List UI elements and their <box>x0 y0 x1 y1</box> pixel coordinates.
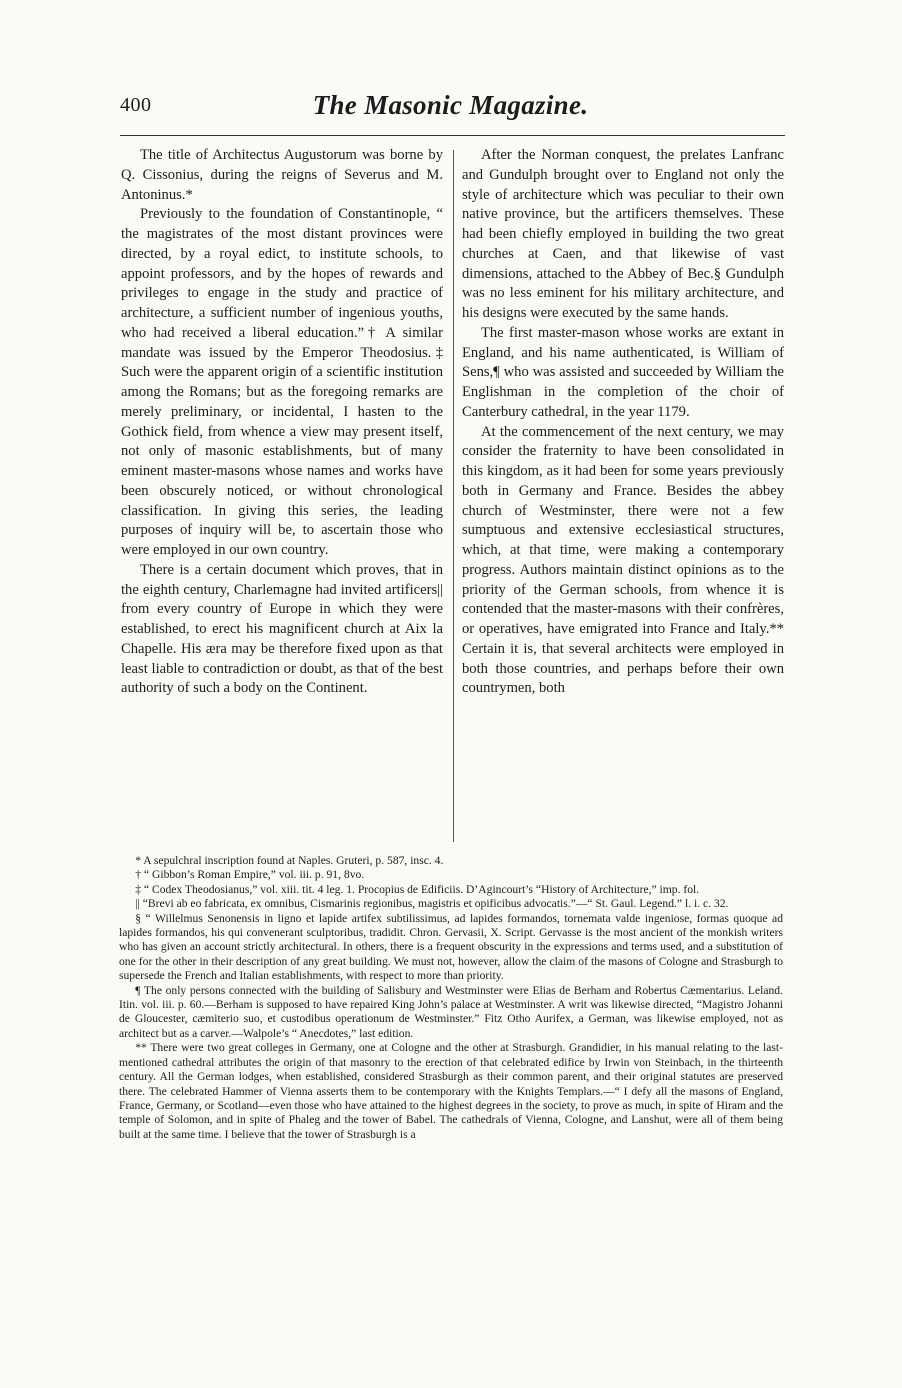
right-column <box>462 146 784 699</box>
page-header <box>118 90 783 130</box>
paragraph: The first master-mason whose works are extant in England, and his name authenticated, is William of Sens,¶ who was assisted and succeeded by William the Englishman in the completion of the choir of Canterbury cathedral, in the year 1179. <box>462 324 784 420</box>
footnote: § “ Willelmus Senonensis in ligno et lapide artifex subtilissimus, ad lapides formandos, tornemata valde ingeniose, formas quoque ad lapides formandos, his qui convenerant sculptoribus, tradidit. Chron. Gervasii, X. Script. Gervasse is the most ancient of the monkish writers who has given an account strictly architectural. In others, there is a frequent obscurity in the expressions and terms used, and a substitution of one for the other in their description of any great building. We must not, however, allow the claim of the masons of Cologne and Strasburgh to supersede the French and Italian establishments, with respect to more than priority. <box>119 911 783 983</box>
left-column <box>121 146 443 699</box>
footnote: ** There were two great colleges in Germany, one at Cologne and the other at Strasburgh. Grandidier, in his manual relating to the last-mentioned cathedral attributes the origin of that masonry to the erection of that celebrated edifice by Irwin von Steinbach, in the thirteenth century. All the German lodges, when established, considered Strasburgh as their common parent, and their original statutes are preserved there. The celebrated Hammer of Vienna asserts them to be contemporary with the Knights Templars.—“ I defy all the masons of England, France, Germany, or Scotland—even those who have attained to the highest degrees in the society, to prove as much, in spite of Hiram and the temple of Solomon, and in spite of Phaleg and the tower of Babel. The cathedrals of Vienna, Cologne, and Lanshut, were all of them being built at the same time. I believe that the tower of Strasburgh is a <box>119 1041 783 1141</box>
page-title: The Masonic Magazine. <box>312 90 589 120</box>
paragraph: Previously to the foundation of Constantinople, “ the magistrates of the most distant provinces were directed, by a royal edict, to institute schools, to appoint professors, and by the hopes of rewards and privileges to engage in the study and practice of architecture, a sufficient number of ingenious youths, who had received a liberal education.”† A similar mandate was issued by the Emperor Theodosius.‡ Such were the apparent origin of a scientific institution among the Romans; but as the foregoing remarks are merely preliminary, or incidental, I hasten to the Gothick field, from whence a view may present itself, not only of masonic establishments, but of many eminent master-masons whose names and works have been obscurely noticed, or without chronological classification. In giving this series, the leading purposes of inquiry will be, to ascertain those who were employed in our own country. <box>121 206 443 558</box>
footnotes <box>119 854 783 1142</box>
footnote: ‡ “ Codex Theodosianus,” vol. xiii. tit. 4 leg. 1. Procopius de Edificiis. D’Agincourt’s “History of Architecture,” imp. fol. <box>135 882 700 896</box>
paragraph: At the commencement of the next century, we may consider the fraternity to have been consolidated in this kingdom, as it had been for some years previously both in Germany and France. Besides the abbey church of Westminster, there were not a few sumptuous and extensive ecclesiastical structures, which, at that time, were making a contemporary progress. Authors maintain distinct opinions as to the priority of the German schools, from whence it is contended that the master-masons with their confrères, or operatives, have emigrated into France and Italy.** Certain it is, that several architects were employed in both those countries, and perhaps before their own countrymen, both <box>462 423 784 697</box>
page-number: 400 <box>120 94 152 116</box>
footnote: † “ Gibbon’s Roman Empire,” vol. iii. p. 91, 8vo. <box>135 868 365 882</box>
header-rule <box>120 135 785 136</box>
footnote: ¶ The only persons connected with the building of Salisbury and Westminster were Elias de Berham and Robertus Cæmentarius. Leland. Itin. vol. iii. p. 60.—Berham is supposed to have repaired King John’s palace at Westminster. A writ was likewise directed, “Magistro Johanni de Gloucester, cæmiterio suo, et custodibus operationum de Westminster.” Fitz Otho Aurifex, a German, was likewise employed, not as architect but as a carver.—Walpole’s “ Anecdotes,” last edition. <box>119 983 783 1040</box>
paragraph: There is a certain document which proves, that in the eighth century, Charlemagne had invited artificers|| from every country of Europe in which they were established, to erect his magnificent church at Aix la Chapelle. His æra may be therefore fixed upon as that least liable to contradiction or doubt, as that of the best authority of such a body on the Continent. <box>121 561 443 697</box>
footnote: || “Brevi ab eo fabricata, ex omnibus, Cismarinis regionibus, magistris et opificibus advocatis.”—“ St. Gaul. Legend.” l. i. c. 32. <box>135 897 729 911</box>
column-divider <box>453 150 454 842</box>
footnote: * A sepulchral inscription found at Naples. Gruteri, p. 587, insc. 4. <box>135 854 444 867</box>
paragraph: After the Norman conquest, the prelates Lanfranc and Gundulph brought over to England not only the style of architecture which was peculiar to their own native province, but the artificers themselves. These had been chiefly employed in building the two great churches at Caen, and that likewise of vast dimensions, attached to the Abbey of Bec.§ Gundulph was no less eminent for his military architecture, and his designs were executed by the same hands. <box>462 147 784 321</box>
body-columns <box>121 146 785 846</box>
paragraph: The title of Architectus Augustorum was borne by Q. Cissonius, during the reigns of Severus and M. Antoninus.* <box>121 147 443 203</box>
